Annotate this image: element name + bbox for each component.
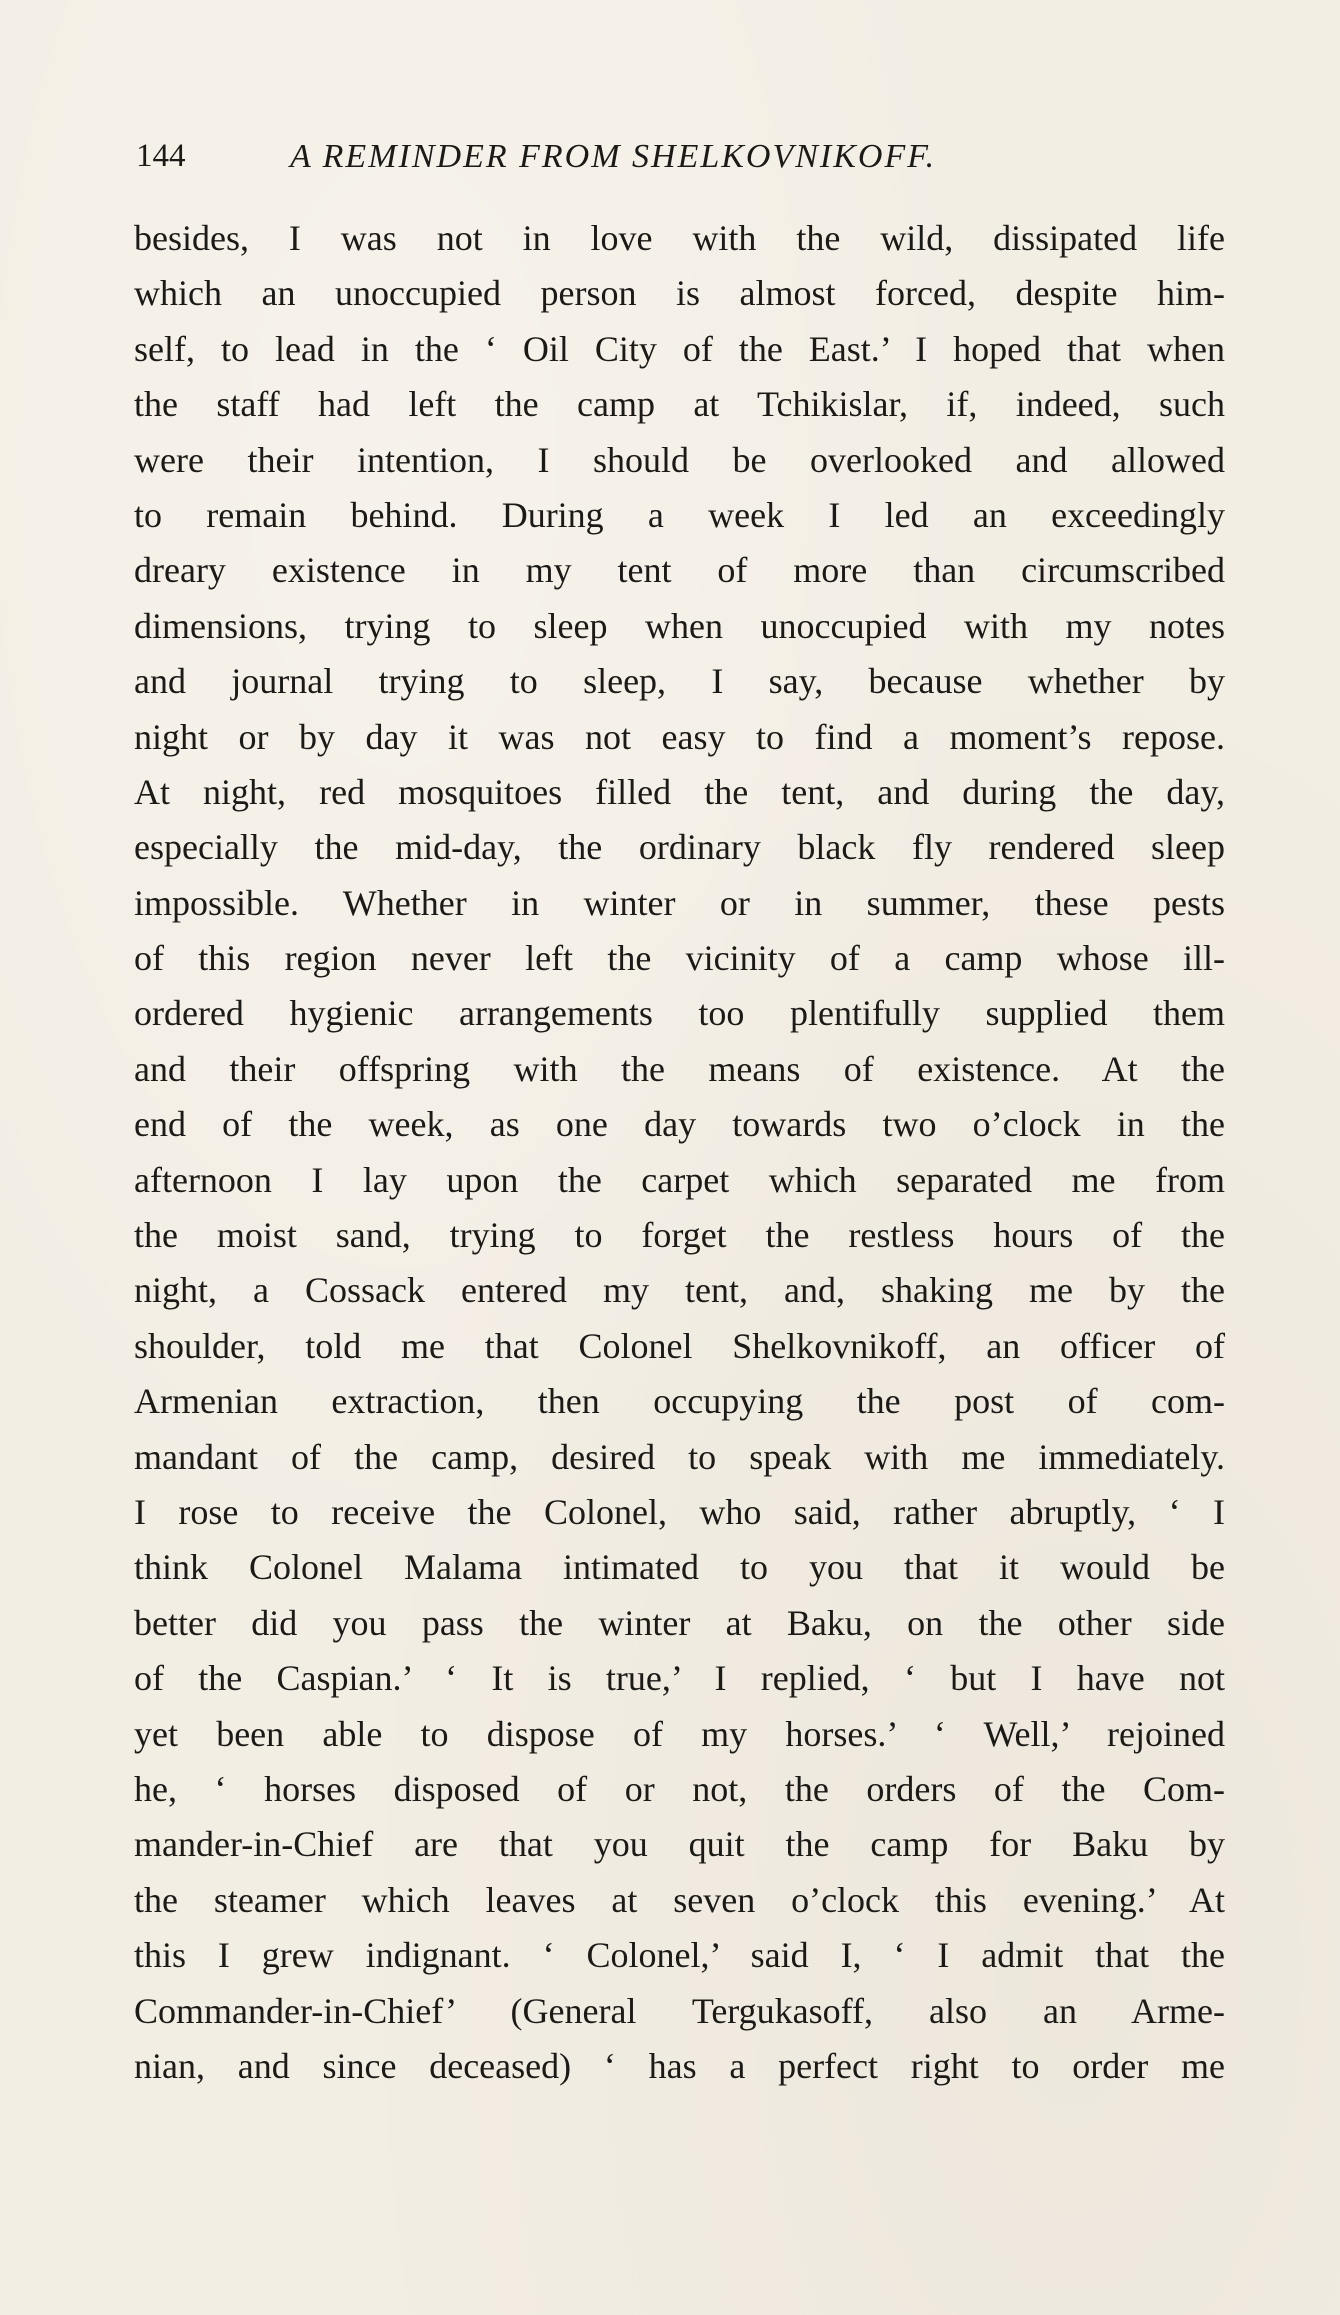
text-line: nian, and since deceased) ‘ has a perfect right to order me xyxy=(134,2045,1225,2086)
text-line: night or by day it was not easy to find a moment’s repose. xyxy=(134,716,1225,757)
text-line: and their offspring with the means of existence. At the xyxy=(134,1048,1225,1089)
text-line: dreary existence in my tent of more than circumscribed xyxy=(134,550,1225,591)
text-line: especially the mid-day, the ordinary black fly rendered sleep xyxy=(134,827,1225,868)
text-line: the steamer which leaves at seven o’clock this evening.’ At xyxy=(134,1879,1225,1920)
page-header xyxy=(136,132,1226,192)
page-number: 144 xyxy=(136,138,186,174)
text-line: the staff had left the camp at Tchikislar, if, indeed, such xyxy=(134,384,1225,425)
text-line: of this region never left the vicinity of a camp whose ill- xyxy=(134,938,1225,979)
text-line: Armenian extraction, then occupying the post of com- xyxy=(134,1381,1225,1422)
text-line: to remain behind. During a week I led an exceedingly xyxy=(134,494,1225,535)
text-line: mandant of the camp, desired to speak with me immediately. xyxy=(134,1436,1225,1477)
text-line: At night, red mosquitoes filled the tent, and during the day, xyxy=(134,771,1225,812)
running-title: A REMINDER FROM SHELKOVNIKOFF. xyxy=(290,138,937,175)
text-line: were their intention, I should be overlooked and allowed xyxy=(134,439,1225,480)
text-line: and journal trying to sleep, I say, because whether by xyxy=(134,661,1225,702)
text-line: mander-in-Chief are that you quit the camp for Baku by xyxy=(134,1824,1225,1865)
text-line: the moist sand, trying to forget the restless hours of the xyxy=(134,1215,1225,1256)
text-line: night, a Cossack entered my tent, and, shaking me by the xyxy=(134,1270,1225,1311)
text-line: better did you pass the winter at Baku, on the other side xyxy=(134,1602,1225,1643)
text-line: ordered hygienic arrangements too plentifully supplied them xyxy=(134,993,1225,1034)
text-line: Commander-in-Chief’ (General Tergukasoff, also an Arme- xyxy=(134,1990,1225,2031)
body-text xyxy=(134,211,1225,2094)
text-line: impossible. Whether in winter or in summer, these pests xyxy=(134,882,1225,923)
text-line: which an unoccupied person is almost forced, despite him- xyxy=(134,273,1225,314)
text-line: afternoon I lay upon the carpet which separated me from xyxy=(134,1159,1225,1200)
text-line: think Colonel Malama intimated to you that it would be xyxy=(134,1547,1225,1588)
text-line: self, to lead in the ‘ Oil City of the East.’ I hoped that when xyxy=(134,328,1225,369)
text-line: end of the week, as one day towards two o’clock in the xyxy=(134,1104,1225,1145)
text-line: he, ‘ horses disposed of or not, the orders of the Com- xyxy=(134,1768,1225,1809)
text-line: I rose to receive the Colonel, who said, rather abruptly, ‘ I xyxy=(134,1491,1225,1532)
text-line: shoulder, told me that Colonel Shelkovnikoff, an officer of xyxy=(134,1325,1225,1366)
text-line: besides, I was not in love with the wild, dissipated life xyxy=(134,218,1225,258)
text-line: dimensions, trying to sleep when unoccupied with my notes xyxy=(134,605,1225,646)
text-line: this I grew indignant. ‘ Colonel,’ said I, ‘ I admit that the xyxy=(134,1935,1225,1976)
text-line: yet been able to dispose of my horses.’ ‘ Well,’ rejoined xyxy=(134,1713,1225,1754)
text-line: of the Caspian.’ ‘ It is true,’ I replied, ‘ but I have not xyxy=(134,1658,1225,1699)
